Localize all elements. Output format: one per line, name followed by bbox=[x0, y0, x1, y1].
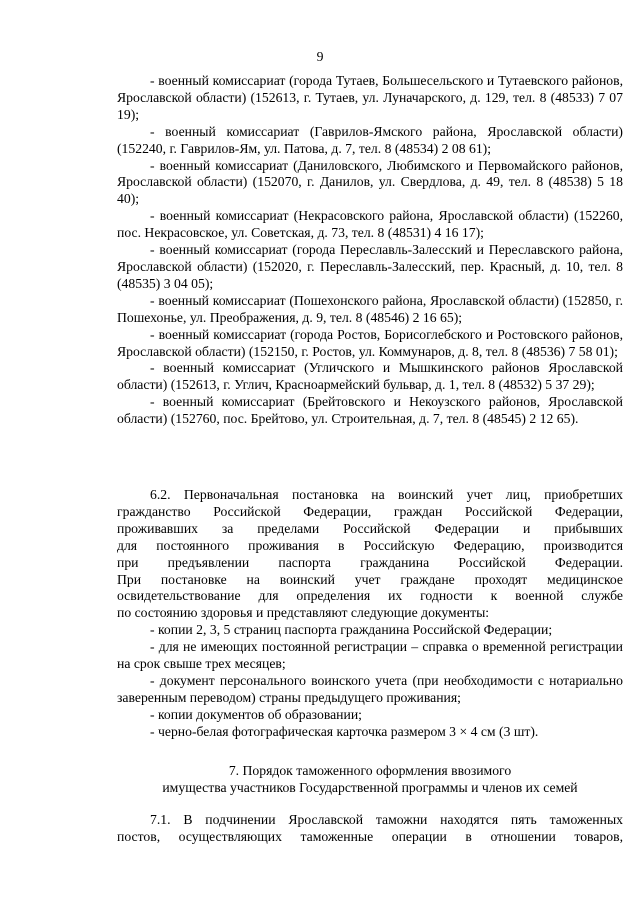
section-7-heading bbox=[117, 763, 623, 797]
paragraph-line: гражданство Российской Федерации, граждан Российской Федерации, bbox=[117, 503, 623, 519]
list-item: - военный комиссариат (города Тутаев, Большесельского и Тутаевского районов, Ярославской области) (152613, г. Тутаев, ул. Луначарского, д. 129, тел. 8 (48533) 7 07 19); bbox=[117, 73, 623, 122]
paragraph-line: по состоянию здоровья и представляют следующие документы: bbox=[117, 605, 490, 621]
page-number: 9 bbox=[316, 49, 324, 64]
list-item: - военный комиссариат (Гаврилов-Ямского района, Ярославской области) (152240, г. Гаврилов-Ям, ул. Патова, д. 7, тел. 8 (48534) 2 08 61); bbox=[117, 123, 623, 156]
commissariat-list bbox=[117, 73, 623, 428]
section-7-1 bbox=[117, 812, 623, 846]
list-item: - военный комиссариат (Брейтовского и Некоузского районов, Ярославской области) (152760, пос. Брейтово, ул. Строительная, д. 7, тел. 8 (48545) 2 12 65). bbox=[117, 394, 623, 427]
paragraph-line: для постоянного проживания в Российскую Федерацию, производится bbox=[117, 537, 623, 553]
list-item: - копии документов об образовании; bbox=[150, 706, 362, 722]
list-item: - документ персонального воинского учета (при необходимости с нотариально заверенным переводом) страны предыдущего проживания; bbox=[117, 672, 623, 705]
list-item: - военный комиссариат (Пошехонского района, Ярославской области) (152850, г. Пошехонье, ул. Преображения, д. 9, тел. 8 (48546) 2 16 65); bbox=[117, 292, 623, 325]
list-item: - военный комиссариат (города Ростов, Борисоглебского и Ростовского районов, Ярославской области) (152150, г. Ростов, ул. Коммунаров, д. 8, тел. 8 (48536) 7 58 01); bbox=[117, 326, 623, 359]
section-6-2 bbox=[117, 487, 623, 741]
paragraph-line: проживавших за пределами Российской Федерации и прибывших bbox=[117, 520, 623, 536]
heading-line: 7. Порядок таможенного оформления ввозимого bbox=[228, 763, 512, 778]
paragraph-line: 6.2. Первоначальная постановка на воинский учет лиц, приобретших bbox=[150, 487, 623, 502]
list-item: - военный комиссариат (города Переславль-Залесский и Переславского района, Ярославской области) (152020, г. Переславль-Залесский, пер. Красный, д. 10, тел. 8 (48535) 3 04 05); bbox=[117, 242, 623, 291]
list-item: - черно-белая фотографическая карточка размером 3 × 4 см (3 шт). bbox=[150, 723, 539, 739]
paragraph-line: освидетельствование для определения их годности к военной службе bbox=[117, 588, 623, 604]
list-item: - военный комиссариат (Угличского и Мышкинского районов Ярославской области) (152613, г. Углич, Красноармейский бульвар, д. 1, тел. 8 (48532) 5 37 29); bbox=[117, 360, 623, 393]
paragraph-line: постов, осуществляющих таможенные операции в отношении товаров, bbox=[117, 828, 623, 844]
list-item: - военный комиссариат (Даниловского, Любимского и Первомайского районов, Ярославской области) (152070, г. Данилов, ул. Свердлова, д. 49, тел. 8 (48538) 5 18 40); bbox=[117, 157, 623, 207]
paragraph-line: При постановке на воинский учет граждане проходят медицинское bbox=[117, 571, 623, 587]
paragraph-line: 7.1. В подчинении Ярославской таможни находятся пять таможенных bbox=[150, 812, 623, 827]
heading-line: имущества участников Государственной программы и членов их семей bbox=[162, 779, 578, 795]
list-item: - военный комиссариат (Некрасовского района, Ярославской области) (152260, пос. Некрасовское, ул. Советская, д. 73, тел. 8 (48531) 4 16 17); bbox=[117, 208, 623, 241]
list-item: - для не имеющих постоянной регистрации – справка о временной регистрации на срок свыше трех месяцев; bbox=[117, 639, 623, 672]
list-item: - копии 2, 3, 5 страниц паспорта гражданина Российской Федерации; bbox=[150, 622, 553, 638]
paragraph-line: при предъявлении паспорта гражданина Российской Федерации. bbox=[117, 554, 623, 570]
